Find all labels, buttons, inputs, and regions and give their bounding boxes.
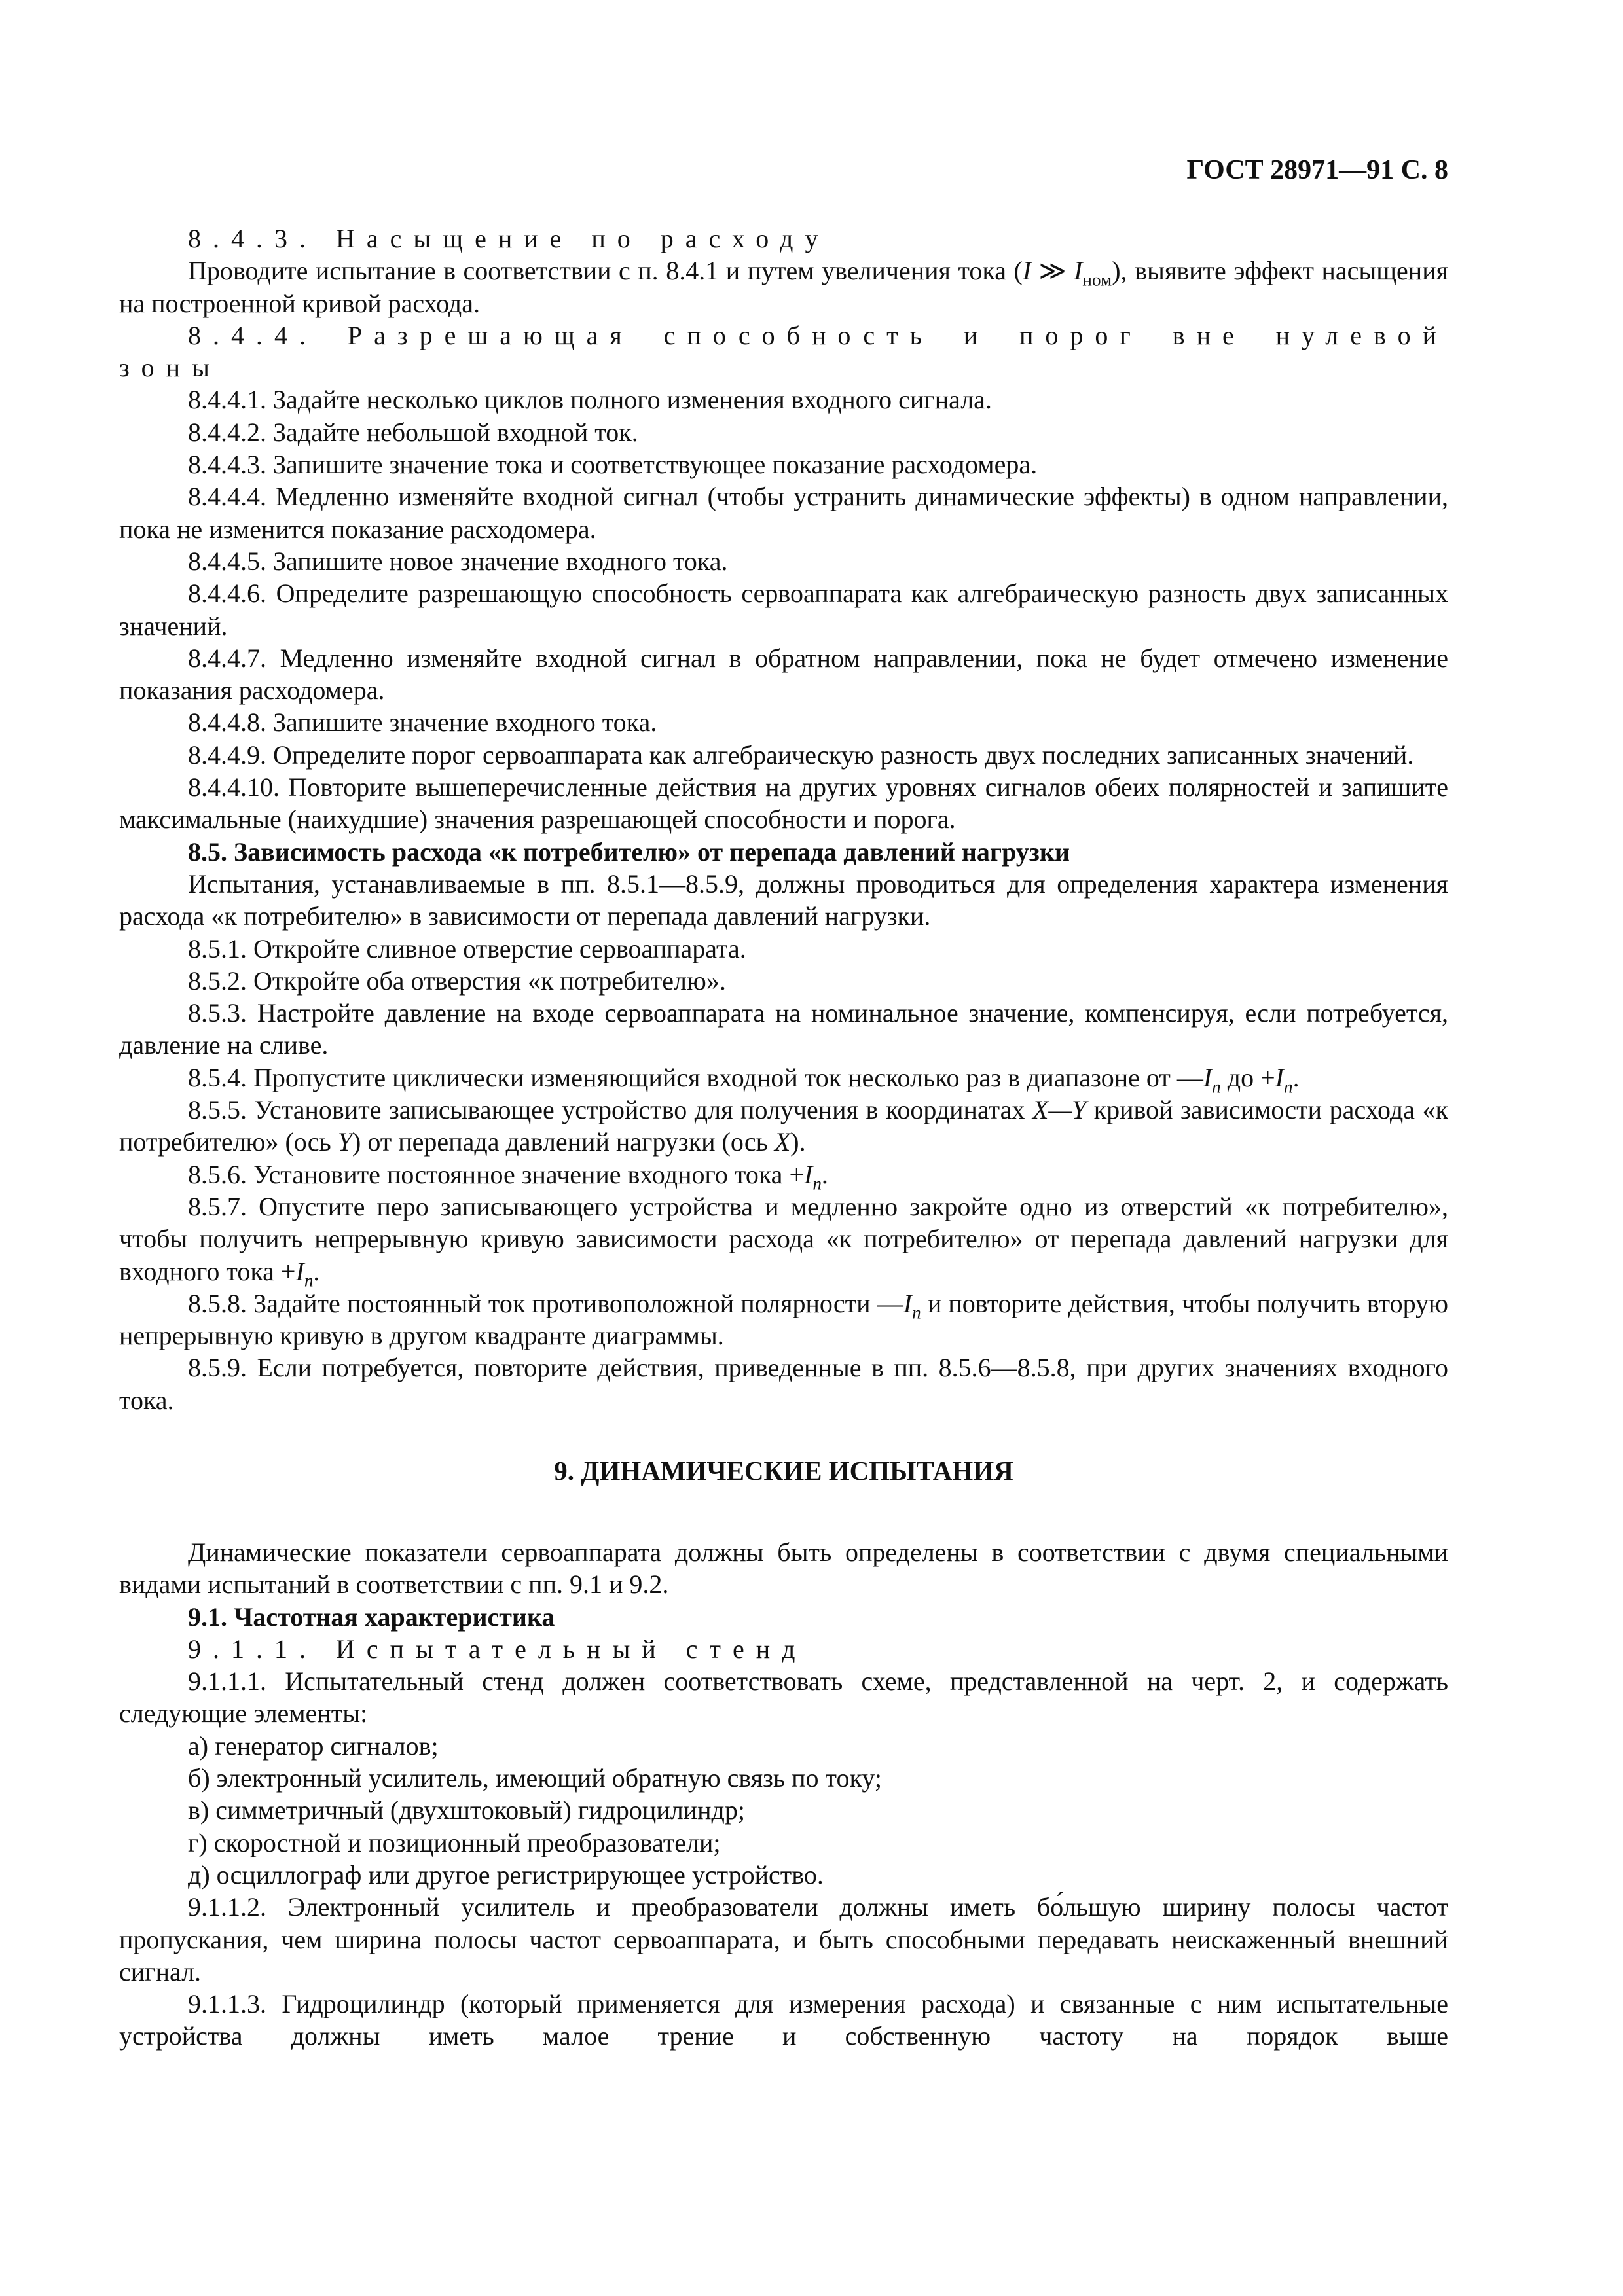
- paragraph-8-4-4-9: 8.4.4.9. Определите порог сервоаппарата как алгебраическую разность двух последних записанных значений.: [188, 740, 1414, 770]
- paragraph-8-4-4-5: 8.4.4.5. Запишите новое значение входного тока.: [188, 546, 728, 576]
- paragraph-8-4-4-2: 8.4.4.2. Задайте небольшой входной ток.: [188, 417, 638, 447]
- subsection-title-8-5: 8.5. Зависимость расхода «к потребителю» от перепада давлений нагрузки: [188, 836, 1070, 867]
- list-item: г) скоростной и позиционный преобразователи;: [188, 1827, 721, 1857]
- subsection-title-8-4-4: 8.4.4. Разрешающая способность и порог вне нулевой зоны: [119, 320, 1448, 383]
- paragraph-9-1-1-3: 9.1.1.3. Гидроцилиндр (который применяется для измерения расхода) и связанные с ним испытательные устройства должны иметь малое трение и собственную частоту на порядок выше: [119, 1989, 1448, 2051]
- document-page: [119, 151, 1448, 2053]
- paragraph-8-5-7: 8.5.7. Опустите перо записывающего устройства и медленно закройте одно из отверстий «к потребителю», чтобы получить непрерывную кривую зависимости расхода «к потребителю» от перепада давлений нагрузки для входного тока $+I_n$.: [119, 1191, 1448, 1291]
- paragraph-8-4-4-1: 8.4.4.1. Задайте несколько циклов полного изменения входного сигнала.: [188, 385, 992, 415]
- paragraph-8-5-1: 8.5.1. Откройте сливное отверстие сервоаппарата.: [188, 933, 746, 963]
- paragraph-8-5-8: 8.5.8. Задайте постоянный ток противоположной полярности $—I_n$ и повторите действия, чтобы получить вторую непрерывную кривую в другом квадранте диаграммы.: [119, 1288, 1448, 1351]
- list-item: д) осциллограф или другое регистрирующее устройство.: [188, 1859, 824, 1890]
- paragraph-9-1-1-1: 9.1.1.1. Испытательный стенд должен соответствовать схеме, представленной на черт. 2, и содержать следующие элементы:: [119, 1666, 1448, 1729]
- list-item: а) генератор сигналов;: [188, 1731, 439, 1761]
- page-header: ГОСТ 28971—91 С. 8: [1186, 155, 1448, 185]
- paragraph-8-4-4-7: 8.4.4.7. Медленно изменяйте входной сигнал в обратном направлении, пока не будет отмечено изменение показания расходомера.: [119, 643, 1448, 706]
- paragraph-9-1-1-2: 9.1.1.2. Электронный усилитель и преобразователи должны иметь бо́льшую ширину полосы частот пропускания, чем ширина полосы частот сервоаппарата, и быть способными передавать неискаженный внешний сигнал.: [119, 1892, 1448, 1986]
- paragraph-9-intro: Динамические показатели сервоаппарата должны быть определены в соответствии с двумя специальными видами испытаний в соответствии с пп. 9.1 и 9.2.: [119, 1537, 1448, 1600]
- paragraph-8-5-intro: Испытания, устанавливаемые в пп. 8.5.1—8.5.9, должны проводиться для определения характера изменения расхода «к потребителю» в зависимости от перепада давлений нагрузки.: [119, 869, 1448, 931]
- subsection-title-8-4-3: 8.4.3. Насыщение по расходу: [188, 224, 830, 253]
- section-heading-9: 9. ДИНАМИЧЕСКИЕ ИСПЫТАНИЯ: [554, 1455, 1013, 1486]
- paragraph-8-4-4-8: 8.4.4.8. Запишите значение входного тока.: [188, 708, 657, 738]
- paragraph-8-5-3: 8.5.3. Настройте давление на входе сервоаппарата на номинальное значение, компенсируя, если потребуется, давление на сливе.: [119, 998, 1448, 1060]
- paragraph-8-4-4-3: 8.4.4.3. Запишите значение тока и соответствующее показание расходомера.: [188, 450, 1038, 480]
- paragraph-8-5-4: 8.5.4. Пропустите циклически изменяющийся входной ток несколько раз в диапазоне от $—I_n$ до $+I_n$.: [188, 1062, 1300, 1097]
- paragraph-8-4-4-10: 8.4.4.10. Повторите вышеперечисленные действия на других уровнях сигналов обеих полярностей и запишите максимальные (наихудшие) значения разрешающей способности и порога.: [119, 772, 1448, 834]
- paragraph-8-4-3: Проводите испытание в соответствии с п. 8.4.1 и путем увеличения тока (I ≫ $I_{ном}$), выявите эффект насыщения на построенной кривой расхода.: [119, 256, 1449, 318]
- subsection-title-9-1: 9.1. Частотная характеристика: [188, 1602, 555, 1632]
- paragraph-8-5-9: 8.5.9. Если потребуется, повторите действия, приведенные в пп. 8.5.6—8.5.8, при других значениях входного тока.: [119, 1353, 1448, 1415]
- paragraph-8-5-5: 8.5.5. Установите записывающее устройство для получения в координатах X—Y кривой зависимости расхода «к потребителю» (ось Y) от перепада давлений нагрузки (ось X).: [119, 1095, 1448, 1157]
- paragraph-8-4-4-4: 8.4.4.4. Медленно изменяйте входной сигнал (чтобы устранить динамические эффекты) в одном направлении, пока не изменится показание расходомера.: [119, 482, 1448, 544]
- list-item: в) симметричный (двухштоковый) гидроцилиндр;: [188, 1795, 745, 1825]
- paragraph-8-5-6: 8.5.6. Установите постоянное значение входного тока $+I_n$.: [188, 1159, 828, 1194]
- paragraph-8-4-4-6: 8.4.4.6. Определите разрешающую способность сервоаппарата как алгебраическую разность двух записанных значений.: [119, 579, 1448, 641]
- list-item: б) электронный усилитель, имеющий обратную связь по току;: [188, 1763, 882, 1793]
- subsection-title-9-1-1: 9.1.1. Испытательный стенд: [188, 1634, 807, 1664]
- paragraph-8-5-2: 8.5.2. Откройте оба отверстия «к потребителю».: [188, 965, 726, 996]
